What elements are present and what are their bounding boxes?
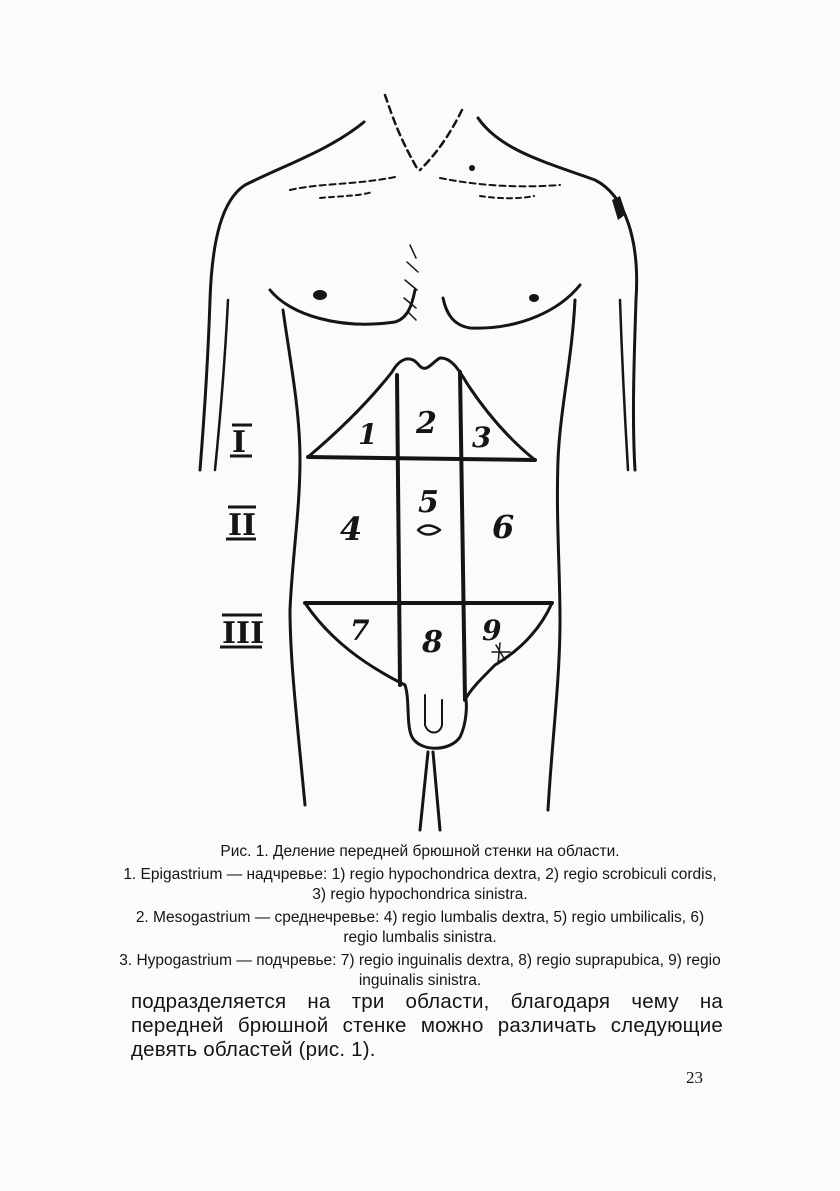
caption-title: Рис. 1. Деление передней брюшной стенки на области. bbox=[220, 843, 620, 860]
torso-right-side bbox=[548, 300, 575, 810]
vertical-division-left bbox=[397, 375, 400, 685]
region-number-3: 3 bbox=[472, 421, 492, 454]
page-number: 23 bbox=[686, 1068, 703, 1087]
umbilicus-mark bbox=[418, 526, 440, 535]
region-number-8: 8 bbox=[422, 625, 443, 660]
caption-item-hypogastrium: 3. Hypogastrium — подчревье: 7) regio inguinalis dextra, 8) regio suprapubica, 9) regio inguinalis sinistra. bbox=[119, 952, 721, 989]
pectoral-right bbox=[443, 285, 580, 328]
genital-outline bbox=[405, 685, 466, 748]
clavicle-shade-right bbox=[480, 196, 534, 198]
figure-caption bbox=[118, 842, 722, 994]
clavicle-right bbox=[440, 178, 560, 186]
neck-line-right bbox=[420, 110, 462, 170]
left-shoulder-outline bbox=[200, 122, 364, 470]
right-shoulder-outline bbox=[478, 118, 637, 470]
nipple-left bbox=[313, 290, 327, 300]
level-label-2: II bbox=[228, 508, 257, 543]
torso-left-side bbox=[283, 310, 305, 805]
vertical-division-right bbox=[460, 372, 465, 700]
region-number-7: 7 bbox=[350, 614, 370, 647]
region-number-1: 1 bbox=[358, 418, 378, 451]
leg-line-left bbox=[420, 752, 428, 830]
body-paragraph: подразделяется на три области, благодаря чему на передней брюшной стенке можно различать следующие девять областей (рис. 1). bbox=[131, 990, 723, 1061]
region-number-4: 4 bbox=[340, 510, 363, 548]
horizontal-division-upper bbox=[308, 457, 535, 460]
right-arm-inner bbox=[620, 300, 628, 470]
leg-line-right bbox=[433, 752, 440, 830]
level-label-3: III bbox=[222, 616, 265, 651]
region-number-9: 9 bbox=[482, 614, 502, 647]
genital-inner bbox=[425, 695, 442, 733]
caption-item-epigastrium: 1. Epigastrium — надчревье: 1) regio hypochondrica dextra, 2) regio scrobiculi cordis, 3) regio hypochondrica sinistra. bbox=[123, 866, 717, 903]
left-arm-inner bbox=[215, 300, 228, 470]
level-label-1: I bbox=[232, 425, 247, 460]
region-number-6: 6 bbox=[492, 508, 515, 546]
shoulder-blot bbox=[612, 196, 626, 220]
clavicle-shade-left bbox=[320, 192, 372, 198]
mark-dot bbox=[469, 165, 475, 171]
region-number-2: 2 bbox=[416, 406, 437, 441]
clavicle-left bbox=[290, 177, 395, 190]
pectoral-left bbox=[270, 290, 415, 324]
region-number-5: 5 bbox=[418, 485, 439, 520]
neck-line-left bbox=[385, 95, 418, 170]
nipple-right bbox=[529, 294, 539, 302]
caption-item-mesogastrium: 2. Mesogastrium — среднечревье: 4) regio lumbalis dextra, 5) regio umbilicalis, 6) regio lumbalis sinistra. bbox=[135, 909, 705, 946]
